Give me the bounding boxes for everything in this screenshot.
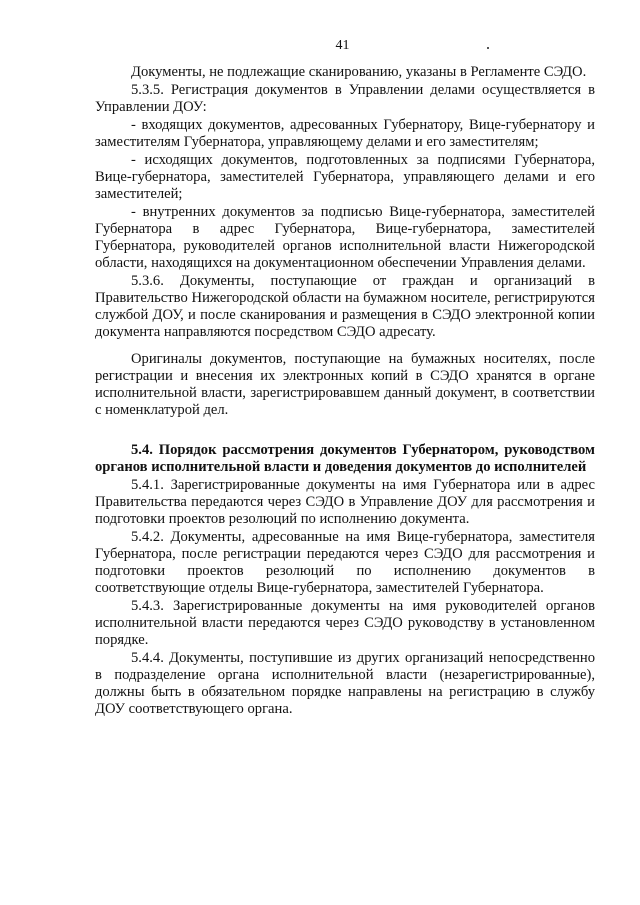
paragraph-5-4-1: 5.4.1. Зарегистрированные документы на имя Губернатора или в адрес Правительства передаются через СЭДО в Управление ДОУ для рассмотрения и подготовки проектов резолюций по исполнению документа. [95, 477, 595, 527]
list-item-outgoing: - исходящих документов, подготовленных за подписями Губернатора, Вице-губернатора, заместителей Губернатора, управляющего делами и его заместителей; [95, 152, 595, 202]
section-heading-5-4: 5.4. Порядок рассмотрения документов Губернатором, руководством органов исполнительной власти и доведения документов до исполнителей [95, 442, 595, 475]
list-item-internal: - внутренних документов за подписью Вице-губернатора, заместителей Губернатора в адрес Губернатора, Вице-губернатора, заместителей Губернатора, руководителей органов исполнительной власти Нижегородской области, находящихся на документационном обеспечении Управления делами. [95, 204, 595, 271]
paragraph-5-4-3: 5.4.3. Зарегистрированные документы на имя руководителей органов исполнительной власти передаются через СЭДО руководству в установленном порядке. [95, 598, 595, 648]
page-number: 41 [335, 38, 350, 53]
paragraph-not-scanned: Документы, не подлежащие сканированию, указаны в Регламенте СЭДО. [131, 64, 587, 80]
paragraph-5-3-6: 5.3.6. Документы, поступающие от граждан и организаций в Правительство Нижегородской области на бумажном носителе, регистрируются службой ДОУ, и после сканирования и размещения в СЭДО электронной копии документа направляются посредством СЭДО адресату. [95, 273, 595, 340]
paragraph-5-4-2: 5.4.2. Документы, адресованные на имя Вице-губернатора, заместителя Губернатора, после регистрации передаются через СЭДО для рассмотрения и подготовки проектов резолюций по исполнению документов в соответствующие отделы Вице-губернатора, заместителей Губернатора. [95, 529, 595, 596]
paragraph-5-4-4: 5.4.4. Документы, поступившие из других организаций непосредственно в подразделение органа исполнительной власти (незарегистрированные), должны быть в обязательном порядке направлены на регистрацию в службу ДОУ соответствующего органа. [95, 650, 595, 717]
spacer [95, 342, 595, 351]
spacer [95, 420, 595, 442]
document-body [95, 64, 595, 719]
scan-speck [487, 47, 489, 49]
paragraph-originals: Оригиналы документов, поступающие на бумажных носителях, после регистрации и внесения их электронных копий в СЭДО хранятся в органе исполнительной власти, зарегистрировавшем данный документ, в соответствии с номенклатурой дел. [95, 351, 595, 418]
list-item-incoming: - входящих документов, адресованных Губернатору, Вице-губернатору и заместителям Губернатора, управляющему делами и его заместителям; [95, 117, 595, 150]
paragraph-5-3-5: 5.3.5. Регистрация документов в Управлении делами осуществляется в Управлении ДОУ: [95, 82, 595, 115]
